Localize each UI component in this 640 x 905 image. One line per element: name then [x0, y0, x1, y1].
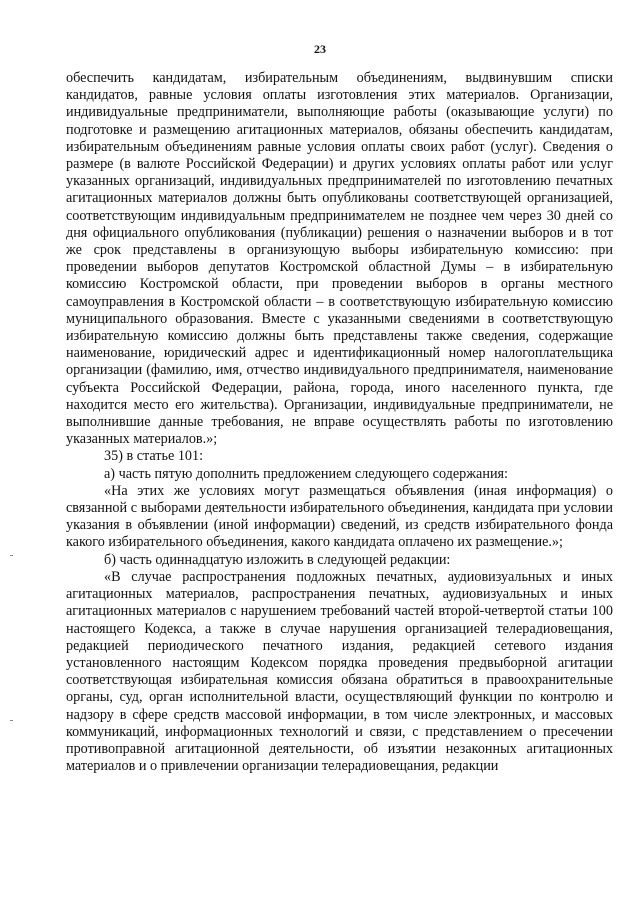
paragraph-quote-a: «На этих же условиях могут размещаться объявления (иная информация) о связанной с выборами деятельности избирательного объединения, кандидата при условии указания в объявлении (иной информации) сведений, из средств избирательного фонда какого избирательного объединения, какого кандидата оплачено их размещение.»;: [66, 482, 613, 551]
scan-mark: [10, 720, 13, 721]
paragraph-item-a: а) часть пятую дополнить предложением следующего содержания:: [104, 465, 509, 482]
paragraph-continuation: обеспечить кандидатам, избирательным объединениям, выдвинувшим списки кандидатов, равные условия оплаты изготовления этих материалов. Организации, индивидуальные предприниматели, выполняющие работы (оказывающие услуги) по подготовке и размещению агитационных материалов, обязаны обеспечить кандидатам, избирательным объединениям равные условия оплаты своих работ (услуг). Сведения о размере (в валюте Российской Федерации) и других условиях оплаты работ или услуг указанных организаций, индивидуальных предпринимателей по изготовлению печатных агитационных материалов должны быть опубликованы соответствующей организацией, соответствующим индивидуальным предпринимателем не позднее чем через 30 дней со дня официального опубликования (публикации) решения о назначении выборов и в тот же срок представлены в организующую выборы избирательную комиссию: при проведении выборов депутатов Костромской областной Думы – в избирательную комиссию Костромской области, при проведении выборов в органы местного самоуправления в Костромской области – в соответствующую избирательную комиссию муниципального образования. Вместе с указанными сведениями в соответствующую избирательную комиссию должны быть представлены также сведения, содержащие наименование, юридический адрес и идентификационный номер налогоплательщика организации (фамилию, имя, отчество индивидуального предпринимателя, наименование субъекта Российской Федерации, района, города, иного населенного пункта, где находится место его жительства). Организации, индивидуальные предприниматели, не выполнившие данные требования, не вправе осуществлять работы по изготовлению указанных материалов.»;: [66, 70, 613, 448]
document-body: [66, 70, 613, 775]
page-number: 23: [314, 42, 326, 56]
paragraph-quote-b: «В случае распространения подложных печатных, аудиовизуальных и иных агитационных материалов, распространения печатных, аудиовизуальных и иных агитационных материалов с нарушением требований частей второй-четвертой статьи 100 настоящего Кодекса, а также в случае нарушения организацией телерадиовещания, редакцией периодического печатного издания, редакцией сетевого издания установленного настоящим Кодексом порядка проведения предвыборной агитации соответствующая избирательная комиссия обязана обратиться в правоохранительные органы, суд, орган исполнительной власти, осуществляющий функции по контролю и надзору в сфере средств массовой информации, в том числе электронных, и массовых коммуникаций, информационных технологий и связи, с представлением о пресечении противоправной агитационной деятельности, об изъятии незаконных агитационных материалов и о привлечении организации телерадиовещания, редакции: [66, 568, 613, 775]
scan-mark: [10, 555, 13, 556]
paragraph-item-35: 35) в статье 101:: [104, 448, 204, 465]
paragraph-item-b: б) часть одиннадцатую изложить в следующей редакции:: [104, 551, 451, 568]
